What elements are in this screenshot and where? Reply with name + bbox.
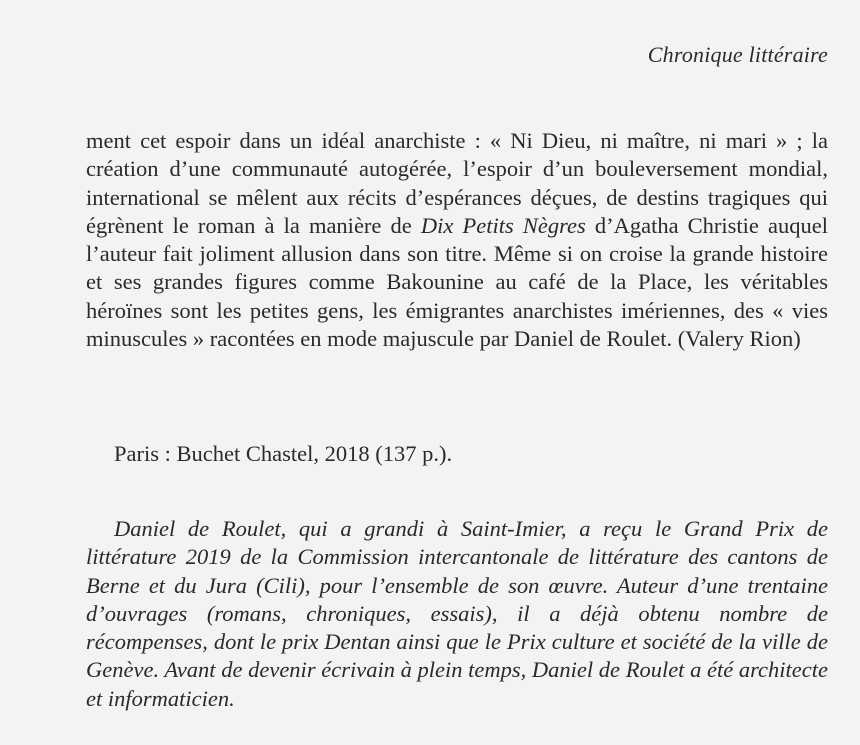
author-bio: [86, 515, 828, 713]
running-header: Chronique littéraire: [647, 42, 828, 67]
review-paragraph: [86, 127, 828, 353]
author-bio-content: Daniel de Roulet, qui a grandi à Saint-Imier, a reçu le Grand Prix de littérature 2019 de la Commission intercantonale de littérature des cantons de Berne et du Jura (Cili), pour l’ensemble de son œuvre. Auteur d’une trentaine d’ouvrages (romans, chroniques, essais), il a déjà obtenu nombre de récompenses, dont le prix Dentan ainsi que le Prix culture et société de la ville de Genève. Avant de devenir écrivain à plein temps, Daniel de Roulet a été architecte et informaticien.: [86, 516, 828, 711]
review-text-part2: d’Agatha Christie auquel l’auteur fait joliment allusion dans son titre. Même si on croise la grande histoire et ses grandes figures comme Bakounine au café de la Place, les véritables héroïnes sont les petites gens, les émigrantes anarchistes imériennes, des « vies minuscules » racontées en mode majuscule par Daniel de Roulet. (Valery Rion): [86, 212, 829, 352]
book-title-reference: Dix Petits Nègres: [420, 212, 586, 238]
review-text-part1: ment cet espoir dans un idéal anarchiste : « Ni Dieu, ni maître, ni mari » ; la création d’une communauté autogérée, l’espoir d’un bouleversement mondial, international se mêlent aux récits d’espérances déçues, de destins tragiques qui égrènent le roman à la manière de: [86, 128, 828, 238]
review-text: [86, 127, 828, 353]
author-bio-text: [86, 515, 828, 713]
publication-info: Paris : Buchet Chastel, 2018 (137 p.).: [114, 441, 453, 466]
